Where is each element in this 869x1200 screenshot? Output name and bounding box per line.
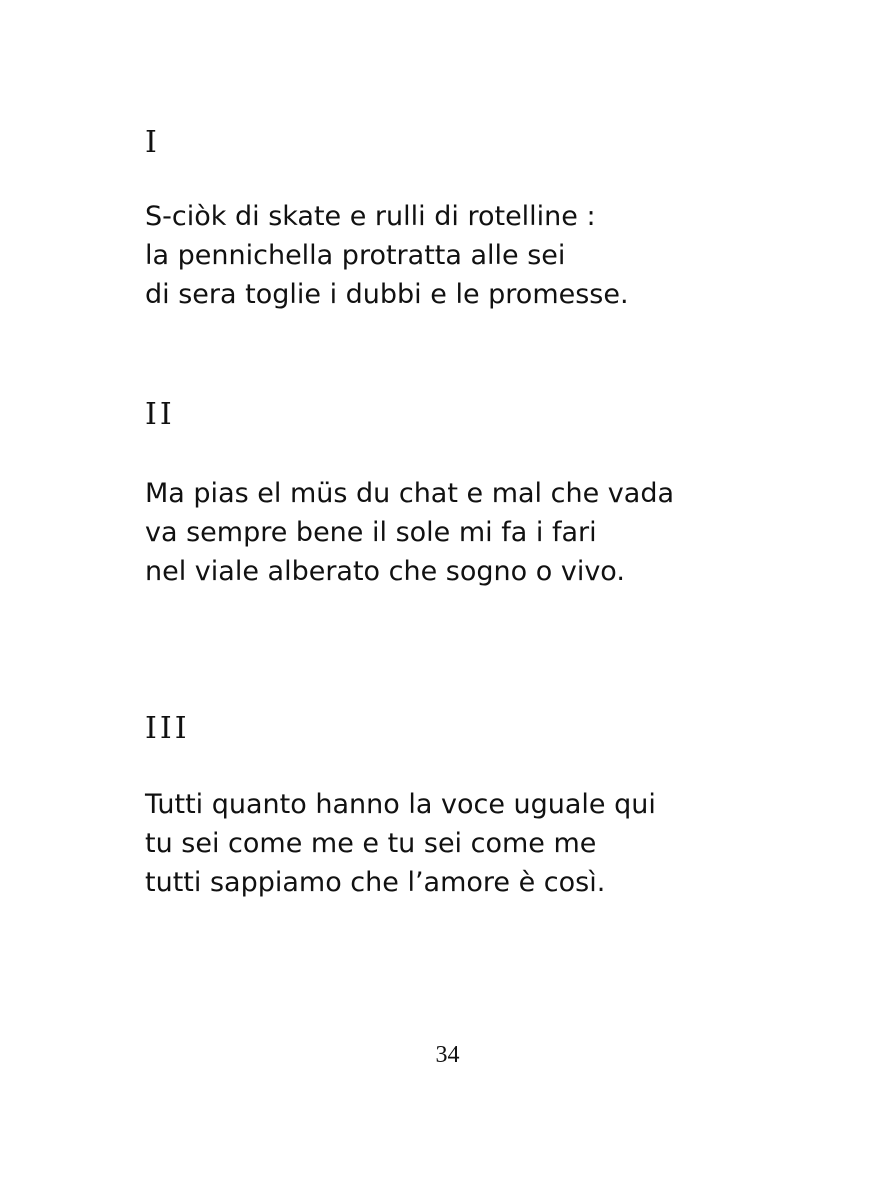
verse-line: Ma pias el müs du chat e mal che vada <box>145 478 675 509</box>
verse-line: tutti sappiamo che l’amore è così. <box>145 867 606 898</box>
stanza <box>145 785 825 902</box>
section-numeral: II <box>145 397 175 432</box>
verse-line: di sera toglie i dubbi e le promesse. <box>145 279 629 310</box>
verse-line: nel viale alberato che sogno o vivo. <box>145 556 625 587</box>
verse-line: tu sei come me e tu sei come me <box>145 828 597 859</box>
verse-line: Tutti quanto hanno la voce uguale qui <box>145 789 656 820</box>
section-numeral: III <box>145 711 190 746</box>
verse-line: la pennichella protratta alle sei <box>145 240 566 271</box>
verse-line: S-ciòk di skate e rulli di rotelline : <box>145 201 596 232</box>
section-numeral: I <box>145 125 160 160</box>
page-number: 34 <box>435 1042 460 1068</box>
stanza <box>145 197 825 314</box>
stanza <box>145 474 825 591</box>
verse-line: va sempre bene il sole mi fa i fari <box>145 517 597 548</box>
